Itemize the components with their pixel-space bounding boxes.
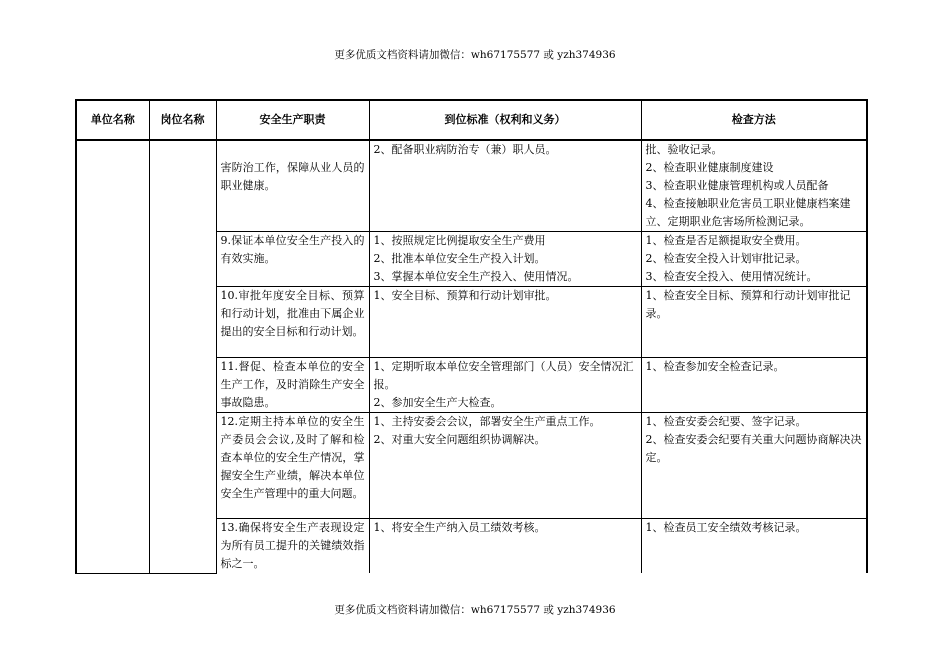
method-cell: 1、检查是否足额提取安全费用。 2、检查安全投入计划审批记录。 3、检查安全投入、使用情况统计。 bbox=[641, 232, 867, 287]
standard-cell: 1、安全目标、预算和行动计划审批。 bbox=[369, 287, 641, 358]
table-row bbox=[76, 140, 867, 232]
header-standard: 到位标准（权利和义务） bbox=[369, 100, 641, 140]
header-position-name: 岗位名称 bbox=[149, 100, 216, 140]
footer-note: 更多优质文档资料请加微信：wh67175577 或 yzh374936 bbox=[334, 604, 616, 616]
unit-name-cell bbox=[76, 140, 149, 573]
duty-cell: 9.保证本单位安全生产投入的有效实施。 bbox=[216, 232, 369, 287]
method-cell: 1、检查员工安全绩效考核记录。 bbox=[641, 519, 867, 574]
header-safety-duty: 安全生产职责 bbox=[216, 100, 369, 140]
safety-duty-table bbox=[75, 99, 868, 574]
standard-cell: 1、将安全生产纳入员工绩效考核。 bbox=[369, 519, 641, 574]
header-unit-name: 单位名称 bbox=[76, 100, 149, 140]
duty-cell: 11.督促、检查本单位的安全生产工作，及时消除生产安全事故隐患。 bbox=[216, 358, 369, 413]
table-header-row bbox=[76, 100, 867, 140]
duty-cell: 10.审批年度安全目标、预算和行动计划，批准由下属企业提出的安全目标和行动计划。 bbox=[216, 287, 369, 358]
duty-cell: 13.确保将安全生产表现设定为所有员工提升的关键绩效指标之一。 bbox=[216, 519, 369, 574]
position-name-cell bbox=[149, 140, 216, 573]
method-cell: 批、验收记录。 2、检查职业健康制度建设 3、检查职业健康管理机构或人员配备 4、检查接触职业危害员工职业健康档案建立、定期职业危害场所检测记录。 bbox=[641, 140, 867, 232]
standard-cell: 1、定期听取本单位安全管理部门（人员）安全情况汇报。 2、参加安全生产大检查。 bbox=[369, 358, 641, 413]
method-cell: 1、检查安全目标、预算和行动计划审批记录。 bbox=[641, 287, 867, 358]
header-check-method: 检查方法 bbox=[641, 100, 867, 140]
method-cell: 1、检查安委会纪要、签字记录。 2、检查安委会纪要有关重大问题协商解决决定。 bbox=[641, 413, 867, 519]
header-note: 更多优质文档资料请加微信：wh67175577 或 yzh374936 bbox=[334, 49, 616, 61]
standard-cell: 1、主持安委会会议，部署安全生产重点工作。 2、对重大安全问题组织协调解决。 bbox=[369, 413, 641, 519]
duty-cell: 12.定期主持本单位的安全生产委员会会议,及时了解和检查本单位的安全生产情况，掌握安全生产业绩，解决本单位安全生产管理中的重大问题。 bbox=[216, 413, 369, 519]
standard-cell: 1、按照规定比例提取安全生产费用 2、批准本单位安全生产投入计划。 3、掌握本单位安全生产投入、使用情况。 bbox=[369, 232, 641, 287]
duty-cell: 害防治工作，保障从业人员的职业健康。 bbox=[216, 140, 369, 232]
standard-cell: 2、配备职业病防治专（兼）职人员。 bbox=[369, 140, 641, 232]
method-cell: 1、检查参加安全检查记录。 bbox=[641, 358, 867, 413]
